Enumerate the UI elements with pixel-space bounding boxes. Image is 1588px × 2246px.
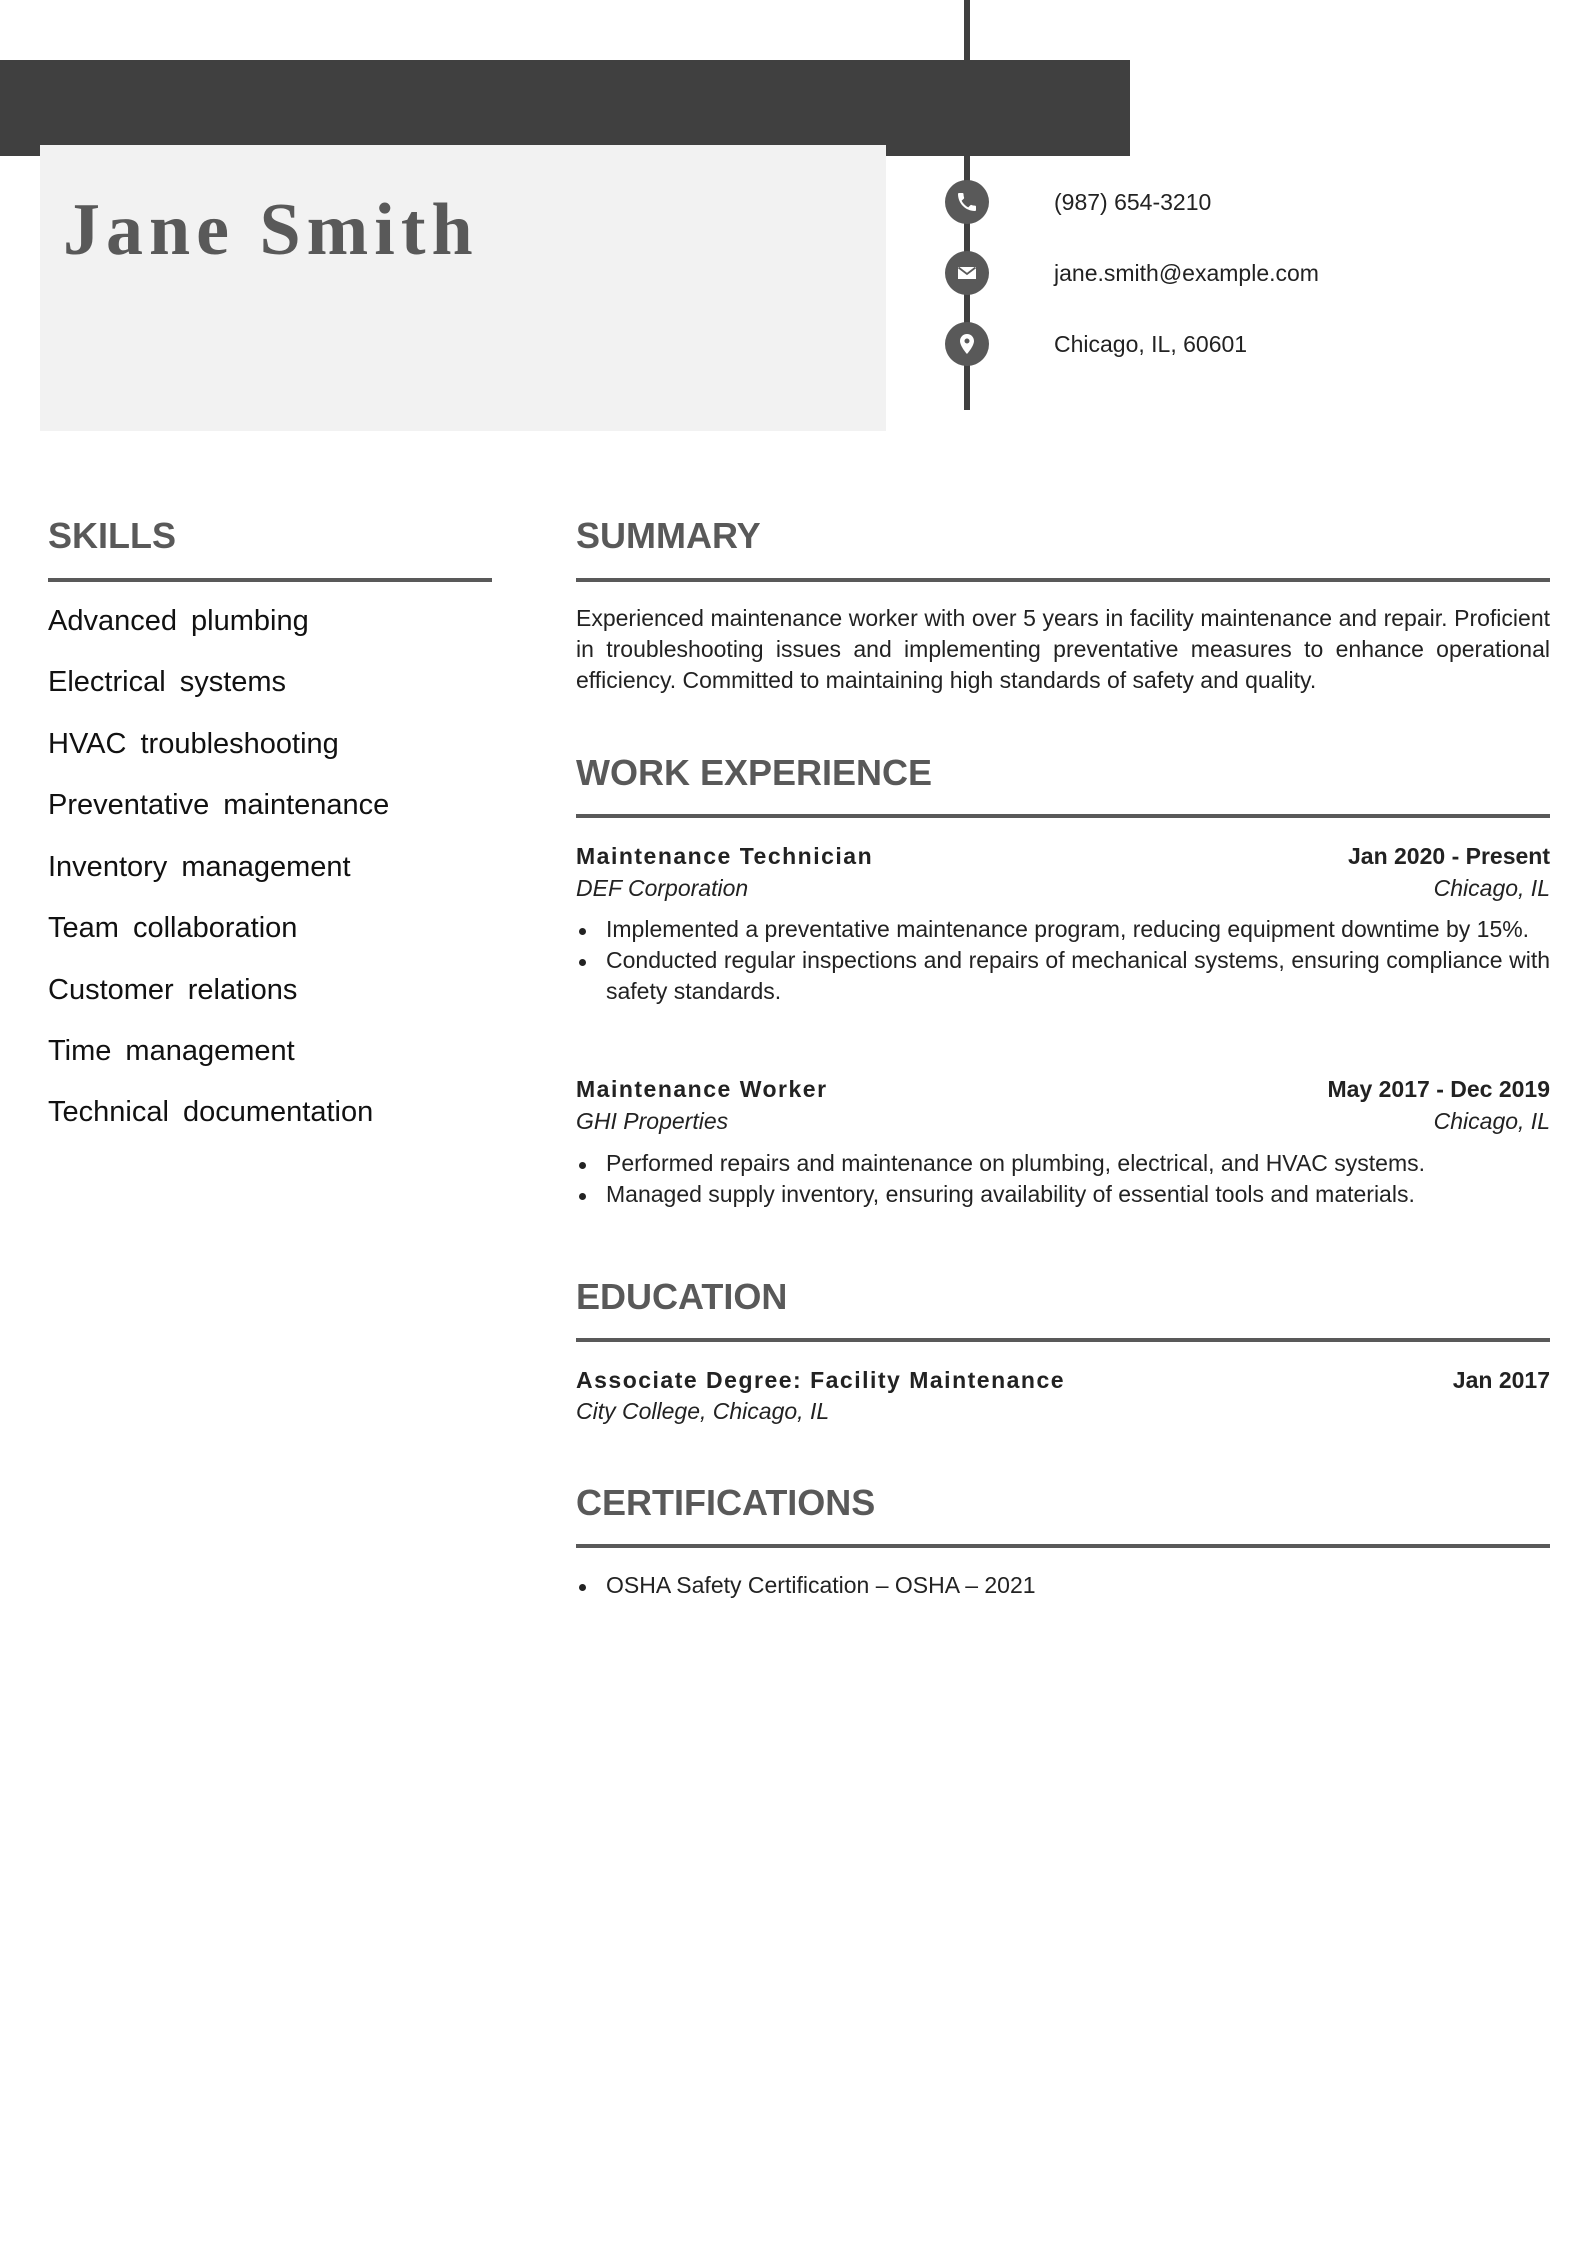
education-divider — [576, 1338, 1550, 1342]
certifications-divider — [576, 1544, 1550, 1548]
job-bullet: Managed supply inventory, ensuring availability of essential tools and materials. — [576, 1179, 1550, 1210]
summary-heading: SUMMARY — [576, 515, 761, 556]
skill-item: Customer relations — [48, 974, 298, 1006]
job-bullet: Implemented a preventative maintenance program, reducing equipment downtime by 15%. — [576, 914, 1550, 945]
job-bullets — [576, 1148, 1550, 1210]
contact-phone-row — [945, 180, 1211, 224]
skill-item: Advanced plumbing — [48, 605, 309, 637]
header-bar — [0, 60, 1130, 156]
skill-item: Electrical systems — [48, 666, 287, 698]
job-bullets — [576, 914, 1550, 1007]
skill-item: Inventory management — [48, 851, 351, 883]
contact-email-row — [945, 251, 1319, 295]
summary-text: Experienced maintenance worker with over 5 years in facility maintenance and repair. Proficient in troubleshooting issues and implementing preventative measures to enhance operational efficiency. Committed to maintaining high standards of safety and quality. — [576, 605, 1550, 693]
certification-list — [576, 1570, 1550, 1601]
job-title: Maintenance Technician — [576, 843, 874, 869]
certifications-heading: CERTIFICATIONS — [576, 1482, 876, 1523]
education-degree: Associate Degree: Facility Maintenance — [576, 1367, 1066, 1393]
skill-item: Team collaboration — [48, 912, 298, 944]
contact-email: jane.smith@example.com — [1054, 259, 1319, 286]
job-dates: May 2017 - Dec 2019 — [1327, 1076, 1550, 1102]
job-company: DEF Corporation — [576, 875, 749, 901]
job-bullet: Conducted regular inspections and repairs of mechanical systems, ensuring compliance with safety standards. — [576, 945, 1550, 1007]
candidate-name: Jane Smith — [63, 189, 479, 271]
map-pin-icon — [945, 322, 989, 366]
job-location: Chicago, IL — [1433, 1108, 1550, 1134]
contact-phone: (987) 654-3210 — [1054, 188, 1212, 215]
skill-item: HVAC troubleshooting — [48, 728, 339, 760]
job-location: Chicago, IL — [1433, 875, 1550, 901]
skill-item: Preventative maintenance — [48, 789, 390, 821]
education-heading: EDUCATION — [576, 1276, 788, 1317]
job-title: Maintenance Worker — [576, 1076, 828, 1102]
skills-divider — [48, 578, 492, 582]
summary-divider — [576, 578, 1550, 582]
contact-location-row — [945, 322, 1247, 366]
name-box — [40, 145, 886, 431]
education-date: Jan 2017 — [1452, 1367, 1550, 1393]
job-bullet: Performed repairs and maintenance on plumbing, electrical, and HVAC systems. — [576, 1148, 1550, 1179]
phone-icon — [945, 180, 989, 224]
experience-divider — [576, 814, 1550, 818]
education-school: City College, Chicago, IL — [576, 1398, 830, 1424]
skills-heading: SKILLS — [48, 515, 177, 556]
certification-item: OSHA Safety Certification – OSHA – 2021 — [576, 1570, 1550, 1601]
skill-item: Technical documentation — [48, 1096, 374, 1128]
experience-heading: WORK EXPERIENCE — [576, 752, 933, 793]
job-dates: Jan 2020 - Present — [1347, 843, 1550, 869]
skill-item: Time management — [48, 1035, 295, 1067]
envelope-icon — [945, 251, 989, 295]
contact-location: Chicago, IL, 60601 — [1054, 330, 1248, 357]
job-company: GHI Properties — [576, 1108, 729, 1134]
